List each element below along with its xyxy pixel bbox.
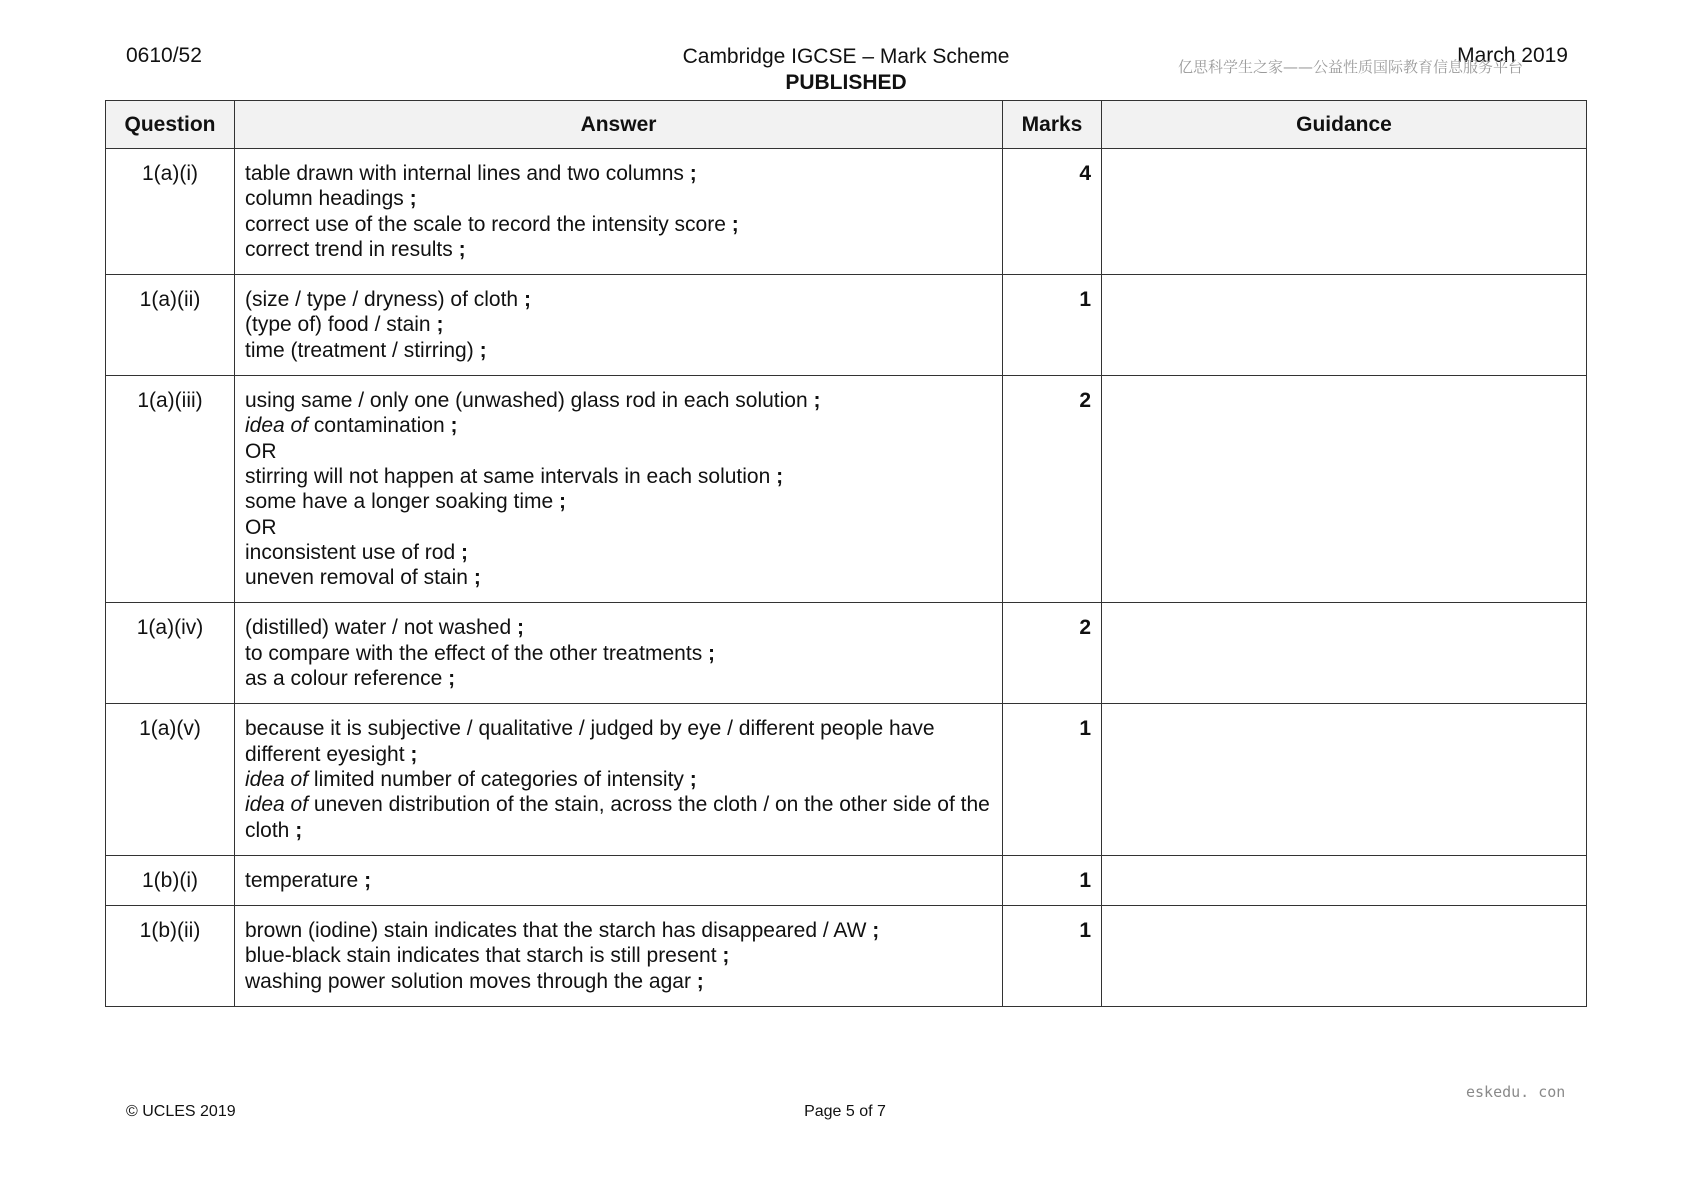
guidance-cell [1102,376,1587,603]
marks-value: 4 [1003,149,1102,275]
answer-line: column headings ; [245,187,417,211]
table-header-row [106,101,1587,149]
document-title: Cambridge IGCSE – Mark Scheme [682,45,1010,68]
separator: ; [559,490,567,514]
answer-line: correct trend in results ; [245,237,466,261]
guidance-cell [1102,906,1587,1007]
idea-of-label: idea of [245,793,309,817]
marks-value: 1 [1003,906,1102,1007]
question-number: 1(a)(i) [106,149,235,275]
separator: ; [450,414,458,438]
guidance-cell [1102,855,1587,905]
table-row [106,603,1587,704]
question-number: 1(b)(ii) [106,906,235,1007]
question-number: 1(b)(i) [106,855,235,905]
answer-line: because it is subjective / qualitative / judged by eye / different people have different eyesight ; [245,717,935,766]
table-row [106,275,1587,376]
separator: ; [364,868,372,892]
or-divider: OR [245,439,277,463]
separator: ; [776,464,784,488]
document-header [520,44,1172,96]
answer-cell [235,149,1003,275]
answer-line: brown (iodine) stain indicates that the starch has disappeared / AW ; [245,919,880,943]
answer-line: inconsistent use of rod ; [245,540,468,564]
answer-line: stirring will not happen at same intervals in each solution ; [245,464,784,488]
separator: ; [689,767,697,791]
answer-cell [235,855,1003,905]
question-number: 1(a)(v) [106,704,235,855]
question-number: 1(a)(iv) [106,603,235,704]
separator: ; [523,288,531,312]
answer-line: temperature ; [245,868,372,892]
answer-cell [235,704,1003,855]
guidance-cell [1102,275,1587,376]
marks-value: 1 [1003,275,1102,376]
copyright-notice: © UCLES 2019 [126,1103,236,1120]
answer-line: blue-black stain indicates that starch is still present ; [245,944,730,968]
answer-line: uneven removal of stain ; [245,566,481,590]
answer-cell [235,906,1003,1007]
watermark-text: 亿思科学生之家——公益性质国际教育信息服务平台 [1178,58,1524,76]
answer-line: some have a longer soaking time ; [245,490,567,514]
separator: ; [460,540,468,564]
exam-date: March 2019 [1457,44,1568,67]
separator: ; [436,313,444,337]
idea-of-label: idea of [245,414,309,438]
marks-value: 1 [1003,855,1102,905]
guidance-cell [1102,704,1587,855]
separator: ; [722,944,730,968]
separator: ; [458,237,466,261]
marks-value: 1 [1003,704,1102,855]
column-header-question: Question [106,101,235,149]
answer-cell [235,275,1003,376]
page-number: Page 5 of 7 [804,1103,886,1120]
separator: ; [409,187,417,211]
table-row [106,149,1587,275]
answer-line: idea of contamination ; [245,414,458,438]
mark-scheme-table [105,100,1587,1007]
paper-code: 0610/52 [126,44,202,67]
table-row [106,376,1587,603]
table-row [106,906,1587,1007]
answer-line: (size / type / dryness) of cloth ; [245,288,531,312]
column-header-guidance: Guidance [1102,101,1587,149]
table-row [106,704,1587,855]
answer-cell [235,603,1003,704]
answer-line: (type of) food / stain ; [245,313,444,337]
separator: ; [516,616,524,640]
separator: ; [813,389,821,413]
answer-line: washing power solution moves through the agar ; [245,969,704,993]
separator: ; [689,162,697,185]
site-watermark: eskedu. con [1466,1083,1566,1101]
question-number: 1(a)(ii) [106,275,235,376]
answer-cell [235,376,1003,603]
separator: ; [872,919,880,943]
marks-value: 2 [1003,376,1102,603]
answer-line: as a colour reference ; [245,667,456,691]
column-header-answer: Answer [235,101,1003,149]
separator: ; [708,641,716,665]
published-label: PUBLISHED [785,71,907,94]
idea-of-label: idea of [245,767,309,791]
column-header-marks: Marks [1003,101,1102,149]
answer-line: correct use of the scale to record the intensity score ; [245,212,739,236]
table-row [106,855,1587,905]
separator: ; [410,742,418,766]
answer-line: to compare with the effect of the other treatments ; [245,641,716,665]
answer-line: idea of uneven distribution of the stain, across the cloth / on the other side of the cloth ; [245,793,990,842]
answer-line: time (treatment / stirring) ; [245,338,487,362]
separator: ; [448,667,456,691]
question-number: 1(a)(iii) [106,376,235,603]
separator: ; [696,969,704,993]
separator: ; [479,338,487,362]
answer-line: idea of limited number of categories of intensity ; [245,767,697,791]
answer-line: (distilled) water / not washed ; [245,616,524,640]
or-divider: OR [245,515,277,539]
separator: ; [473,566,481,590]
guidance-cell [1102,149,1587,275]
separator: ; [295,818,303,842]
answer-line: table drawn with internal lines and two columns ; [245,162,697,185]
guidance-cell [1102,603,1587,704]
answer-line: using same / only one (unwashed) glass rod in each solution ; [245,389,821,413]
marks-value: 2 [1003,603,1102,704]
separator: ; [731,212,739,236]
